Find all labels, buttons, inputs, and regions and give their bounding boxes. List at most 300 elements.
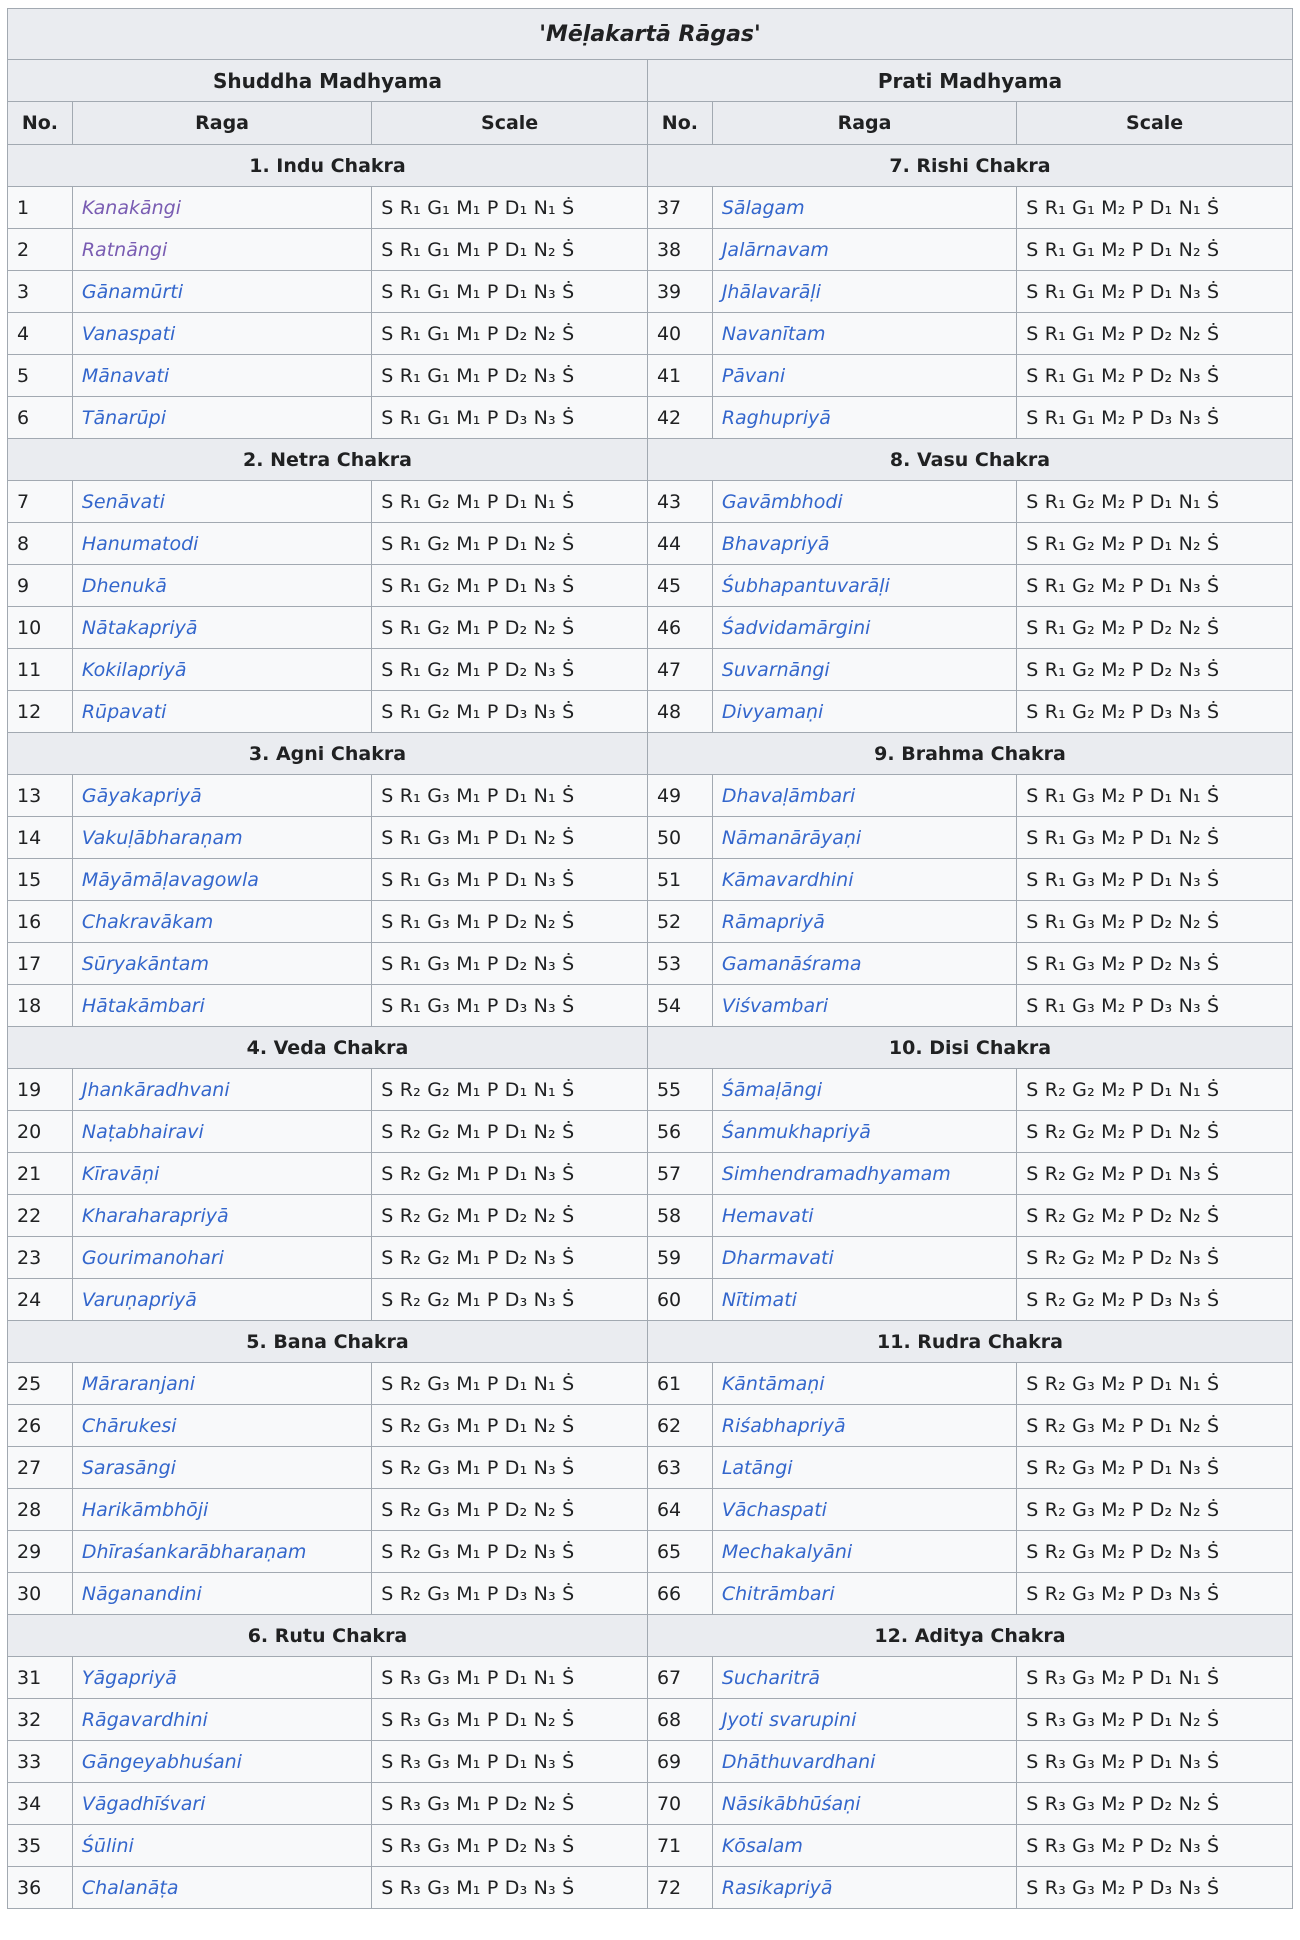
- raga-link[interactable]: Sālagam: [721, 196, 805, 219]
- raga-scale: S R₂ G₃ M₁ P D₁ N₂ Ṡ: [372, 1405, 648, 1447]
- raga-scale: S R₃ G₃ M₂ P D₂ N₂ Ṡ: [1017, 1783, 1293, 1825]
- raga-number: 61: [647, 1363, 712, 1405]
- raga-link[interactable]: Kōsalam: [721, 1834, 803, 1857]
- raga-name-cell: [712, 1657, 1016, 1699]
- raga-link[interactable]: Jyoti svarupini: [721, 1708, 857, 1731]
- table-row: [8, 1405, 1293, 1447]
- raga-link[interactable]: Rūpavati: [81, 700, 167, 723]
- raga-scale: S R₁ G₃ M₁ P D₂ N₂ Ṡ: [372, 901, 648, 943]
- raga-scale: S R₁ G₁ M₂ P D₁ N₃ Ṡ: [1017, 271, 1293, 313]
- raga-name-cell: [72, 1447, 371, 1489]
- chakra-title-text: 8. Vasu Chakra: [889, 448, 1051, 471]
- raga-number: 21: [8, 1153, 73, 1195]
- raga-number: 54: [647, 985, 712, 1027]
- raga-number: 67: [647, 1657, 712, 1699]
- raga-link[interactable]: Yāgapriyā: [81, 1666, 177, 1689]
- raga-scale: S R₂ G₃ M₂ P D₁ N₃ Ṡ: [1017, 1447, 1293, 1489]
- raga-name-cell: [712, 481, 1016, 523]
- raga-number: 50: [647, 817, 712, 859]
- raga-number: 10: [8, 607, 73, 649]
- raga-number: 11: [8, 649, 73, 691]
- raga-number: 49: [647, 775, 712, 817]
- raga-number: 63: [647, 1447, 712, 1489]
- raga-scale: S R₂ G₂ M₁ P D₁ N₁ Ṡ: [372, 1069, 648, 1111]
- raga-number: 53: [647, 943, 712, 985]
- chakra-title: [8, 1321, 648, 1363]
- raga-link[interactable]: Kanakāngi: [81, 196, 181, 219]
- raga-scale: S R₂ G₂ M₂ P D₂ N₃ Ṡ: [1017, 1237, 1293, 1279]
- raga-scale: S R₂ G₂ M₁ P D₁ N₂ Ṡ: [372, 1111, 648, 1153]
- table-row: [8, 1573, 1293, 1615]
- raga-number: 44: [647, 523, 712, 565]
- raga-scale: S R₁ G₂ M₁ P D₃ N₃ Ṡ: [372, 691, 648, 733]
- raga-number: 22: [8, 1195, 73, 1237]
- raga-name-cell: [712, 859, 1016, 901]
- raga-link[interactable]: Dharmavati: [721, 1246, 834, 1269]
- chakra-title-text: 3. Agni Chakra: [248, 742, 407, 765]
- raga-number: 59: [647, 1237, 712, 1279]
- raga-name-cell: [72, 1741, 371, 1783]
- raga-link[interactable]: Nāganandini: [81, 1582, 202, 1605]
- column-header-scale: Scale: [372, 102, 648, 145]
- raga-scale: S R₁ G₁ M₁ P D₂ N₂ Ṡ: [372, 313, 648, 355]
- raga-link[interactable]: Chakravākam: [81, 910, 214, 933]
- raga-name-cell: [712, 607, 1016, 649]
- raga-number: 15: [8, 859, 73, 901]
- raga-number: 33: [8, 1741, 73, 1783]
- raga-number: 32: [8, 1699, 73, 1741]
- raga-scale: S R₃ G₃ M₁ P D₁ N₂ Ṡ: [372, 1699, 648, 1741]
- raga-link[interactable]: Chalanāṭa: [81, 1876, 179, 1899]
- table-row: [8, 1867, 1293, 1909]
- raga-scale: S R₂ G₃ M₁ P D₃ N₃ Ṡ: [372, 1573, 648, 1615]
- chakra-title-text: 11. Rudra Chakra: [877, 1330, 1063, 1353]
- raga-link[interactable]: Latāngi: [721, 1456, 793, 1479]
- raga-number: 16: [8, 901, 73, 943]
- raga-name-cell: [72, 229, 371, 271]
- table-row: [8, 1741, 1293, 1783]
- raga-number: 58: [647, 1195, 712, 1237]
- raga-scale: S R₁ G₂ M₂ P D₁ N₃ Ṡ: [1017, 565, 1293, 607]
- raga-name-cell: [712, 313, 1016, 355]
- raga-name-cell: [72, 1867, 371, 1909]
- chakra-title: [8, 1027, 648, 1069]
- chakra-header-row: [8, 1321, 1293, 1363]
- raga-link[interactable]: Māyāmāḷavagowla: [81, 868, 259, 891]
- raga-scale: S R₂ G₂ M₂ P D₁ N₃ Ṡ: [1017, 1153, 1293, 1195]
- raga-link[interactable]: Sucharitrā: [721, 1666, 821, 1689]
- table-row: [8, 985, 1293, 1027]
- chakra-title-text: 5. Bana Chakra: [246, 1330, 409, 1353]
- raga-name-cell: [72, 1237, 371, 1279]
- raga-number: 35: [8, 1825, 73, 1867]
- raga-link[interactable]: Simhendramadhyamam: [721, 1162, 951, 1185]
- raga-name-cell: [72, 355, 371, 397]
- raga-link[interactable]: Vanaspati: [81, 322, 176, 345]
- raga-number: 17: [8, 943, 73, 985]
- chakra-title: [647, 733, 1292, 775]
- raga-scale: S R₂ G₂ M₂ P D₂ N₂ Ṡ: [1017, 1195, 1293, 1237]
- raga-scale: S R₁ G₁ M₂ P D₁ N₂ Ṡ: [1017, 229, 1293, 271]
- raga-scale: S R₂ G₂ M₁ P D₃ N₃ Ṡ: [372, 1279, 648, 1321]
- raga-scale: S R₁ G₁ M₁ P D₂ N₃ Ṡ: [372, 355, 648, 397]
- raga-scale: S R₁ G₃ M₁ P D₃ N₃ Ṡ: [372, 985, 648, 1027]
- raga-number: 42: [647, 397, 712, 439]
- raga-number: 64: [647, 1489, 712, 1531]
- chakra-title-text: 12. Aditya Chakra: [874, 1624, 1066, 1647]
- raga-number: 37: [647, 187, 712, 229]
- raga-link[interactable]: Suvarnāngi: [721, 658, 830, 681]
- raga-scale: S R₂ G₂ M₂ P D₁ N₂ Ṡ: [1017, 1111, 1293, 1153]
- chakra-title-text: 7. Rishi Chakra: [889, 154, 1051, 177]
- chakra-title: [647, 145, 1292, 187]
- raga-name-cell: [72, 817, 371, 859]
- raga-scale: S R₁ G₁ M₂ P D₂ N₂ Ṡ: [1017, 313, 1293, 355]
- raga-number: 3: [8, 271, 73, 313]
- raga-link[interactable]: Sūryakāntam: [81, 952, 209, 975]
- chakra-title: [8, 145, 648, 187]
- raga-name-cell: [72, 1489, 371, 1531]
- raga-number: 30: [8, 1573, 73, 1615]
- chakra-title: [8, 1615, 648, 1657]
- raga-name-cell: [72, 397, 371, 439]
- raga-link[interactable]: Jhālavarāḷi: [721, 280, 821, 303]
- table-row: [8, 943, 1293, 985]
- raga-scale: S R₃ G₃ M₁ P D₂ N₂ Ṡ: [372, 1783, 648, 1825]
- raga-number: 18: [8, 985, 73, 1027]
- raga-link[interactable]: Gāyakapriyā: [81, 784, 202, 807]
- raga-name-cell: [712, 1111, 1016, 1153]
- column-header-raga: Raga: [712, 102, 1016, 145]
- raga-name-cell: [72, 313, 371, 355]
- raga-scale: S R₂ G₂ M₂ P D₁ N₁ Ṡ: [1017, 1069, 1293, 1111]
- raga-number: 71: [647, 1825, 712, 1867]
- raga-name-cell: [712, 523, 1016, 565]
- raga-number: 46: [647, 607, 712, 649]
- raga-number: 68: [647, 1699, 712, 1741]
- raga-link[interactable]: Kokilapriyā: [81, 658, 187, 681]
- raga-link[interactable]: Śanmukhapriyā: [721, 1120, 871, 1143]
- table-row: [8, 1111, 1293, 1153]
- raga-link[interactable]: Dhāthuvardhani: [721, 1750, 876, 1773]
- chakra-title: [8, 733, 648, 775]
- raga-link[interactable]: Śubhapantuvarāḷi: [721, 574, 890, 597]
- raga-scale: S R₁ G₂ M₁ P D₁ N₃ Ṡ: [372, 565, 648, 607]
- raga-scale: S R₁ G₁ M₁ P D₃ N₃ Ṡ: [372, 397, 648, 439]
- raga-number: 40: [647, 313, 712, 355]
- raga-name-cell: [712, 649, 1016, 691]
- raga-scale: S R₂ G₃ M₂ P D₂ N₂ Ṡ: [1017, 1489, 1293, 1531]
- raga-name-cell: [712, 271, 1016, 313]
- raga-link[interactable]: Mechakalyāni: [721, 1540, 853, 1563]
- raga-name-cell: [72, 649, 371, 691]
- table-row: [8, 1279, 1293, 1321]
- table-row: [8, 1783, 1293, 1825]
- raga-name-cell: [72, 523, 371, 565]
- raga-link[interactable]: Kharaharapriyā: [81, 1204, 229, 1227]
- raga-link[interactable]: Raghupriyā: [721, 406, 831, 429]
- raga-number: 25: [8, 1363, 73, 1405]
- raga-link[interactable]: Jhankāradhvani: [81, 1078, 230, 1101]
- table-row: [8, 1363, 1293, 1405]
- raga-number: 26: [8, 1405, 73, 1447]
- raga-link[interactable]: Pāvani: [721, 364, 786, 387]
- raga-link[interactable]: Rāmapriyā: [721, 910, 825, 933]
- raga-name-cell: [712, 943, 1016, 985]
- raga-link[interactable]: Kāntāmaṇi: [721, 1372, 825, 1395]
- raga-link[interactable]: Gāngeyabhuśani: [81, 1750, 242, 1773]
- raga-name-cell: [72, 1657, 371, 1699]
- chakra-title: [8, 439, 648, 481]
- raga-scale: S R₁ G₃ M₂ P D₁ N₃ Ṡ: [1017, 859, 1293, 901]
- raga-number: 20: [8, 1111, 73, 1153]
- raga-link[interactable]: Nāsikābhūśaṇi: [721, 1792, 861, 1815]
- raga-link[interactable]: Chitrāmbari: [721, 1582, 835, 1605]
- raga-scale: S R₁ G₂ M₂ P D₁ N₂ Ṡ: [1017, 523, 1293, 565]
- table-row: [8, 481, 1293, 523]
- raga-link[interactable]: Hanumatodi: [81, 532, 199, 555]
- raga-link[interactable]: Sarasāngi: [81, 1456, 176, 1479]
- chakra-title: [647, 1027, 1292, 1069]
- raga-link[interactable]: Gavāmbhodi: [721, 490, 843, 513]
- raga-name-cell: [712, 901, 1016, 943]
- raga-name-cell: [72, 1825, 371, 1867]
- raga-number: 55: [647, 1069, 712, 1111]
- raga-number: 60: [647, 1279, 712, 1321]
- raga-name-cell: [72, 565, 371, 607]
- raga-scale: S R₁ G₂ M₂ P D₃ N₃ Ṡ: [1017, 691, 1293, 733]
- raga-scale: S R₃ G₃ M₂ P D₁ N₁ Ṡ: [1017, 1657, 1293, 1699]
- table-row: [8, 649, 1293, 691]
- raga-link[interactable]: Senāvati: [81, 490, 165, 513]
- raga-link[interactable]: Kīravāṇi: [81, 1162, 160, 1185]
- chakra-header-row: [8, 1615, 1293, 1657]
- raga-link[interactable]: Dhīraśankarābharaṇam: [81, 1540, 307, 1563]
- chakra-title: [647, 1321, 1292, 1363]
- table-row: [8, 817, 1293, 859]
- raga-name-cell: [712, 1195, 1016, 1237]
- raga-name-cell: [712, 691, 1016, 733]
- raga-link[interactable]: Vāchaspati: [721, 1498, 827, 1521]
- raga-number: 8: [8, 523, 73, 565]
- raga-link[interactable]: Hātakāmbari: [81, 994, 205, 1017]
- raga-scale: S R₁ G₁ M₂ P D₃ N₃ Ṡ: [1017, 397, 1293, 439]
- raga-link[interactable]: Harikāmbhōji: [81, 1498, 209, 1521]
- table-row: [8, 187, 1293, 229]
- raga-name-cell: [72, 901, 371, 943]
- raga-scale: S R₂ G₃ M₁ P D₂ N₃ Ṡ: [372, 1531, 648, 1573]
- raga-link[interactable]: Bhavapriyā: [721, 532, 830, 555]
- raga-number: 70: [647, 1783, 712, 1825]
- raga-name-cell: [712, 1573, 1016, 1615]
- raga-scale: S R₃ G₃ M₂ P D₁ N₂ Ṡ: [1017, 1699, 1293, 1741]
- raga-link[interactable]: Nītimati: [721, 1288, 797, 1311]
- raga-name-cell: [72, 271, 371, 313]
- table-row: [8, 1489, 1293, 1531]
- chakra-title-text: 10. Disi Chakra: [888, 1036, 1052, 1059]
- raga-link[interactable]: Viśvambari: [721, 994, 829, 1017]
- raga-name-cell: [712, 355, 1016, 397]
- raga-name-cell: [72, 691, 371, 733]
- raga-link[interactable]: Gamanāśrama: [721, 952, 862, 975]
- raga-link[interactable]: Dhenukā: [81, 574, 167, 597]
- raga-link[interactable]: Śāmaḷāngi: [721, 1078, 822, 1101]
- raga-number: 23: [8, 1237, 73, 1279]
- raga-scale: S R₁ G₁ M₁ P D₁ N₃ Ṡ: [372, 271, 648, 313]
- raga-number: 19: [8, 1069, 73, 1111]
- raga-number: 36: [8, 1867, 73, 1909]
- raga-number: 65: [647, 1531, 712, 1573]
- raga-name-cell: [712, 1825, 1016, 1867]
- raga-number: 12: [8, 691, 73, 733]
- raga-scale: S R₁ G₃ M₂ P D₁ N₂ Ṡ: [1017, 817, 1293, 859]
- raga-name-cell: [72, 775, 371, 817]
- raga-scale: S R₂ G₃ M₂ P D₁ N₂ Ṡ: [1017, 1405, 1293, 1447]
- table-row: [8, 607, 1293, 649]
- raga-scale: S R₁ G₃ M₂ P D₃ N₃ Ṡ: [1017, 985, 1293, 1027]
- raga-link[interactable]: Nāmanārāyaṇi: [721, 826, 862, 849]
- raga-number: 27: [8, 1447, 73, 1489]
- chakra-title-text: 9. Brahma Chakra: [874, 742, 1066, 765]
- raga-link[interactable]: Rasikapriyā: [721, 1876, 833, 1899]
- raga-name-cell: [72, 1069, 371, 1111]
- raga-scale: S R₁ G₂ M₁ P D₂ N₂ Ṡ: [372, 607, 648, 649]
- raga-name-cell: [712, 1279, 1016, 1321]
- raga-number: 6: [8, 397, 73, 439]
- raga-name-cell: [72, 1111, 371, 1153]
- raga-name-cell: [712, 817, 1016, 859]
- raga-link[interactable]: Gānamūrti: [81, 280, 184, 303]
- raga-number: 5: [8, 355, 73, 397]
- chakra-header-row: [8, 439, 1293, 481]
- raga-scale: S R₂ G₂ M₁ P D₂ N₃ Ṡ: [372, 1237, 648, 1279]
- raga-number: 45: [647, 565, 712, 607]
- raga-link[interactable]: Naṭabhairavi: [81, 1120, 204, 1143]
- raga-name-cell: [712, 1447, 1016, 1489]
- raga-number: 38: [647, 229, 712, 271]
- raga-name-cell: [72, 1153, 371, 1195]
- raga-name-cell: [712, 1363, 1016, 1405]
- column-header-no: No.: [8, 102, 73, 145]
- raga-link[interactable]: Nātakapriyā: [81, 616, 198, 639]
- raga-link[interactable]: Jalārnavam: [721, 238, 829, 261]
- raga-link[interactable]: Vakuḷābharaṇam: [81, 826, 243, 849]
- raga-name-cell: [72, 985, 371, 1027]
- chakra-title-text: 2. Netra Chakra: [243, 448, 412, 471]
- raga-number: 56: [647, 1111, 712, 1153]
- raga-link[interactable]: Śūlini: [81, 1834, 134, 1857]
- raga-scale: S R₃ G₃ M₂ P D₂ N₃ Ṡ: [1017, 1825, 1293, 1867]
- raga-scale: S R₁ G₃ M₁ P D₁ N₂ Ṡ: [372, 817, 648, 859]
- raga-number: 69: [647, 1741, 712, 1783]
- raga-link[interactable]: Kāmavardhini: [721, 868, 854, 891]
- raga-number: 7: [8, 481, 73, 523]
- raga-link[interactable]: Divyamaṇi: [721, 700, 824, 723]
- raga-name-cell: [712, 775, 1016, 817]
- raga-scale: S R₁ G₂ M₂ P D₂ N₂ Ṡ: [1017, 607, 1293, 649]
- raga-number: 72: [647, 1867, 712, 1909]
- table-row: [8, 523, 1293, 565]
- raga-name-cell: [72, 859, 371, 901]
- raga-name-cell: [72, 1363, 371, 1405]
- raga-link[interactable]: Chārukesi: [81, 1414, 177, 1437]
- raga-scale: S R₂ G₃ M₁ P D₁ N₃ Ṡ: [372, 1447, 648, 1489]
- raga-name-cell: [712, 229, 1016, 271]
- raga-number: 1: [8, 187, 73, 229]
- raga-link[interactable]: Navanītam: [721, 322, 826, 345]
- raga-number: 57: [647, 1153, 712, 1195]
- raga-link[interactable]: Mānavati: [81, 364, 170, 387]
- raga-link[interactable]: Ratnāngi: [81, 238, 168, 261]
- column-header-no: No.: [647, 102, 712, 145]
- raga-scale: S R₂ G₃ M₂ P D₃ N₃ Ṡ: [1017, 1573, 1293, 1615]
- raga-scale: S R₁ G₁ M₁ P D₁ N₁ Ṡ: [372, 187, 648, 229]
- table-row: [8, 1447, 1293, 1489]
- table-row: [8, 775, 1293, 817]
- raga-link[interactable]: Gourimanohari: [81, 1246, 224, 1269]
- raga-name-cell: [72, 187, 371, 229]
- column-header-raga: Raga: [72, 102, 371, 145]
- raga-number: 14: [8, 817, 73, 859]
- group-header-prati-madhyama: Prati Madhyama: [647, 60, 1292, 102]
- raga-scale: S R₂ G₂ M₂ P D₃ N₃ Ṡ: [1017, 1279, 1293, 1321]
- table-row: [8, 271, 1293, 313]
- raga-scale: S R₁ G₃ M₁ P D₂ N₃ Ṡ: [372, 943, 648, 985]
- raga-name-cell: [712, 1783, 1016, 1825]
- raga-link[interactable]: Riśabhapriyā: [721, 1414, 846, 1437]
- table-row: [8, 1153, 1293, 1195]
- chakra-header-row: [8, 145, 1293, 187]
- raga-number: 47: [647, 649, 712, 691]
- raga-number: 41: [647, 355, 712, 397]
- raga-name-cell: [712, 1867, 1016, 1909]
- raga-scale: S R₁ G₁ M₁ P D₁ N₂ Ṡ: [372, 229, 648, 271]
- table-row: [8, 1657, 1293, 1699]
- raga-scale: S R₁ G₃ M₁ P D₁ N₃ Ṡ: [372, 859, 648, 901]
- raga-name-cell: [712, 985, 1016, 1027]
- chakra-header-row: [8, 733, 1293, 775]
- table-row: [8, 1195, 1293, 1237]
- raga-scale: S R₁ G₁ M₂ P D₂ N₃ Ṡ: [1017, 355, 1293, 397]
- raga-number: 4: [8, 313, 73, 355]
- table-row: [8, 1699, 1293, 1741]
- chakra-header-row: [8, 1027, 1293, 1069]
- chakra-title: [647, 439, 1292, 481]
- raga-number: 28: [8, 1489, 73, 1531]
- raga-link[interactable]: Varuṇapriyā: [81, 1288, 197, 1311]
- raga-link[interactable]: Dhavaḷāmbari: [721, 784, 856, 807]
- table-row: [8, 1531, 1293, 1573]
- raga-link[interactable]: Śadvidamārgini: [721, 616, 871, 639]
- raga-name-cell: [72, 1531, 371, 1573]
- table-row: [8, 691, 1293, 733]
- raga-number: 31: [8, 1657, 73, 1699]
- raga-link[interactable]: Vāgadhīśvari: [81, 1792, 206, 1815]
- raga-scale: S R₁ G₃ M₁ P D₁ N₁ Ṡ: [372, 775, 648, 817]
- raga-link[interactable]: Rāgavardhini: [81, 1708, 208, 1731]
- raga-scale: S R₃ G₃ M₁ P D₁ N₃ Ṡ: [372, 1741, 648, 1783]
- raga-link[interactable]: Hemavati: [721, 1204, 814, 1227]
- raga-link[interactable]: Tānarūpi: [81, 406, 166, 429]
- raga-number: 43: [647, 481, 712, 523]
- table-row: [8, 1825, 1293, 1867]
- group-header-shuddha-madhyama: Shuddha Madhyama: [8, 60, 648, 102]
- raga-name-cell: [712, 397, 1016, 439]
- raga-link[interactable]: Māraranjani: [81, 1372, 196, 1395]
- raga-scale: S R₁ G₃ M₂ P D₂ N₂ Ṡ: [1017, 901, 1293, 943]
- raga-name-cell: [72, 1573, 371, 1615]
- raga-number: 48: [647, 691, 712, 733]
